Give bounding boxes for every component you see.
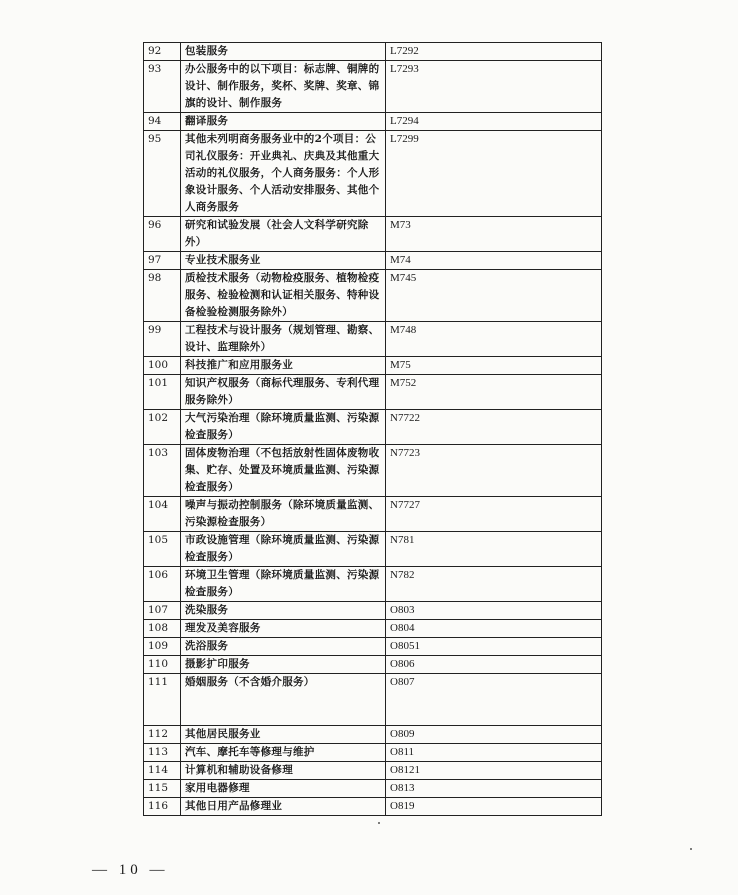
row-number: 105 xyxy=(144,532,181,567)
service-name: 市政设施管理（除环境质量监测、污染源检查服务） xyxy=(181,532,386,567)
row-number: 97 xyxy=(144,252,181,270)
service-name: 计算机和辅助设备修理 xyxy=(181,762,386,780)
table-row xyxy=(144,113,602,131)
industry-code: M752 xyxy=(386,375,602,410)
table-row xyxy=(144,375,602,410)
row-number: 104 xyxy=(144,497,181,532)
table-row xyxy=(144,131,602,217)
row-number: 106 xyxy=(144,567,181,602)
industry-code: N782 xyxy=(386,567,602,602)
row-number: 110 xyxy=(144,656,181,674)
service-name: 工程技术与设计服务（规划管理、勘察、设计、监理除外） xyxy=(181,322,386,357)
row-number: 94 xyxy=(144,113,181,131)
service-name: 理发及美容服务 xyxy=(181,620,386,638)
service-name: 固体废物治理（不包括放射性固体废物收集、贮存、处置及环境质量监测、污染源检查服务） xyxy=(181,445,386,497)
industry-code: L7299 xyxy=(386,131,602,217)
service-name: 翻译服务 xyxy=(181,113,386,131)
row-number: 98 xyxy=(144,270,181,322)
table-row xyxy=(144,602,602,620)
industry-code: O8121 xyxy=(386,762,602,780)
service-name: 家用电器修理 xyxy=(181,780,386,798)
industry-code: O807 xyxy=(386,674,602,726)
industry-code: O809 xyxy=(386,726,602,744)
scan-speck xyxy=(378,822,380,824)
industry-code: M748 xyxy=(386,322,602,357)
table-row xyxy=(144,638,602,656)
service-name: 汽车、摩托车等修理与维护 xyxy=(181,744,386,762)
row-number: 96 xyxy=(144,217,181,252)
industry-code-table xyxy=(143,42,602,816)
scan-speck xyxy=(690,848,692,850)
table-row xyxy=(144,532,602,567)
row-number: 100 xyxy=(144,357,181,375)
table-row xyxy=(144,798,602,816)
page-number: — 10 — xyxy=(92,862,169,878)
service-name: 大气污染治理（除环境质量监测、污染源检查服务） xyxy=(181,410,386,445)
table-row xyxy=(144,252,602,270)
industry-code: O819 xyxy=(386,798,602,816)
row-number: 93 xyxy=(144,61,181,113)
industry-code: M75 xyxy=(386,357,602,375)
service-name: 科技推广和应用服务业 xyxy=(181,357,386,375)
table-row xyxy=(144,674,602,726)
industry-code: N781 xyxy=(386,532,602,567)
industry-code: N7723 xyxy=(386,445,602,497)
service-name: 环境卫生管理（除环境质量监测、污染源检查服务） xyxy=(181,567,386,602)
table-row xyxy=(144,744,602,762)
industry-code: M745 xyxy=(386,270,602,322)
table-row xyxy=(144,726,602,744)
table-row xyxy=(144,656,602,674)
table-row xyxy=(144,567,602,602)
row-number: 111 xyxy=(144,674,181,726)
row-number: 103 xyxy=(144,445,181,497)
row-number: 114 xyxy=(144,762,181,780)
service-name: 其他未列明商务服务业中的2个项目：公司礼仪服务：开业典礼、庆典及其他重大活动的礼仪服务，个人商务服务：个人形象设计服务、个人活动安排服务、其他个人商务服务 xyxy=(181,131,386,217)
service-name: 噪声与振动控制服务（除环境质量监测、污染源检查服务） xyxy=(181,497,386,532)
table-row xyxy=(144,43,602,61)
table-row xyxy=(144,410,602,445)
row-number: 113 xyxy=(144,744,181,762)
table-row xyxy=(144,217,602,252)
row-number: 102 xyxy=(144,410,181,445)
industry-code: O813 xyxy=(386,780,602,798)
table-body xyxy=(144,43,602,816)
service-name: 婚姻服务（不含婚介服务） xyxy=(181,674,386,726)
service-name: 其他日用产品修理业 xyxy=(181,798,386,816)
service-name: 其他居民服务业 xyxy=(181,726,386,744)
row-number: 95 xyxy=(144,131,181,217)
service-name: 质检技术服务（动物检疫服务、植物检疫服务、检验检测和认证相关服务、特种设备检验检测服务除外） xyxy=(181,270,386,322)
service-name: 办公服务中的以下项目：标志牌、铜牌的设计、制作服务，奖杯、奖牌、奖章、锦旗的设计、制作服务 xyxy=(181,61,386,113)
table-row xyxy=(144,270,602,322)
table-row xyxy=(144,322,602,357)
service-name: 专业技术服务业 xyxy=(181,252,386,270)
table-row xyxy=(144,497,602,532)
service-name: 摄影扩印服务 xyxy=(181,656,386,674)
industry-code: O804 xyxy=(386,620,602,638)
industry-code: N7727 xyxy=(386,497,602,532)
industry-code: L7294 xyxy=(386,113,602,131)
row-number: 99 xyxy=(144,322,181,357)
table-row xyxy=(144,357,602,375)
row-number: 109 xyxy=(144,638,181,656)
industry-code: L7293 xyxy=(386,61,602,113)
table-row xyxy=(144,762,602,780)
table-row xyxy=(144,780,602,798)
service-name: 知识产权服务（商标代理服务、专利代理服务除外） xyxy=(181,375,386,410)
service-name: 包装服务 xyxy=(181,43,386,61)
row-number: 116 xyxy=(144,798,181,816)
table-row xyxy=(144,61,602,113)
industry-code: O8051 xyxy=(386,638,602,656)
industry-code: M73 xyxy=(386,217,602,252)
table-row xyxy=(144,445,602,497)
industry-code: O811 xyxy=(386,744,602,762)
industry-code: O806 xyxy=(386,656,602,674)
row-number: 92 xyxy=(144,43,181,61)
industry-code: L7292 xyxy=(386,43,602,61)
industry-code: N7722 xyxy=(386,410,602,445)
row-number: 108 xyxy=(144,620,181,638)
row-number: 115 xyxy=(144,780,181,798)
service-name: 洗染服务 xyxy=(181,602,386,620)
industry-code: M74 xyxy=(386,252,602,270)
row-number: 101 xyxy=(144,375,181,410)
service-name: 洗浴服务 xyxy=(181,638,386,656)
table-row xyxy=(144,620,602,638)
row-number: 112 xyxy=(144,726,181,744)
row-number: 107 xyxy=(144,602,181,620)
industry-code: O803 xyxy=(386,602,602,620)
service-name: 研究和试验发展（社会人文科学研究除外） xyxy=(181,217,386,252)
